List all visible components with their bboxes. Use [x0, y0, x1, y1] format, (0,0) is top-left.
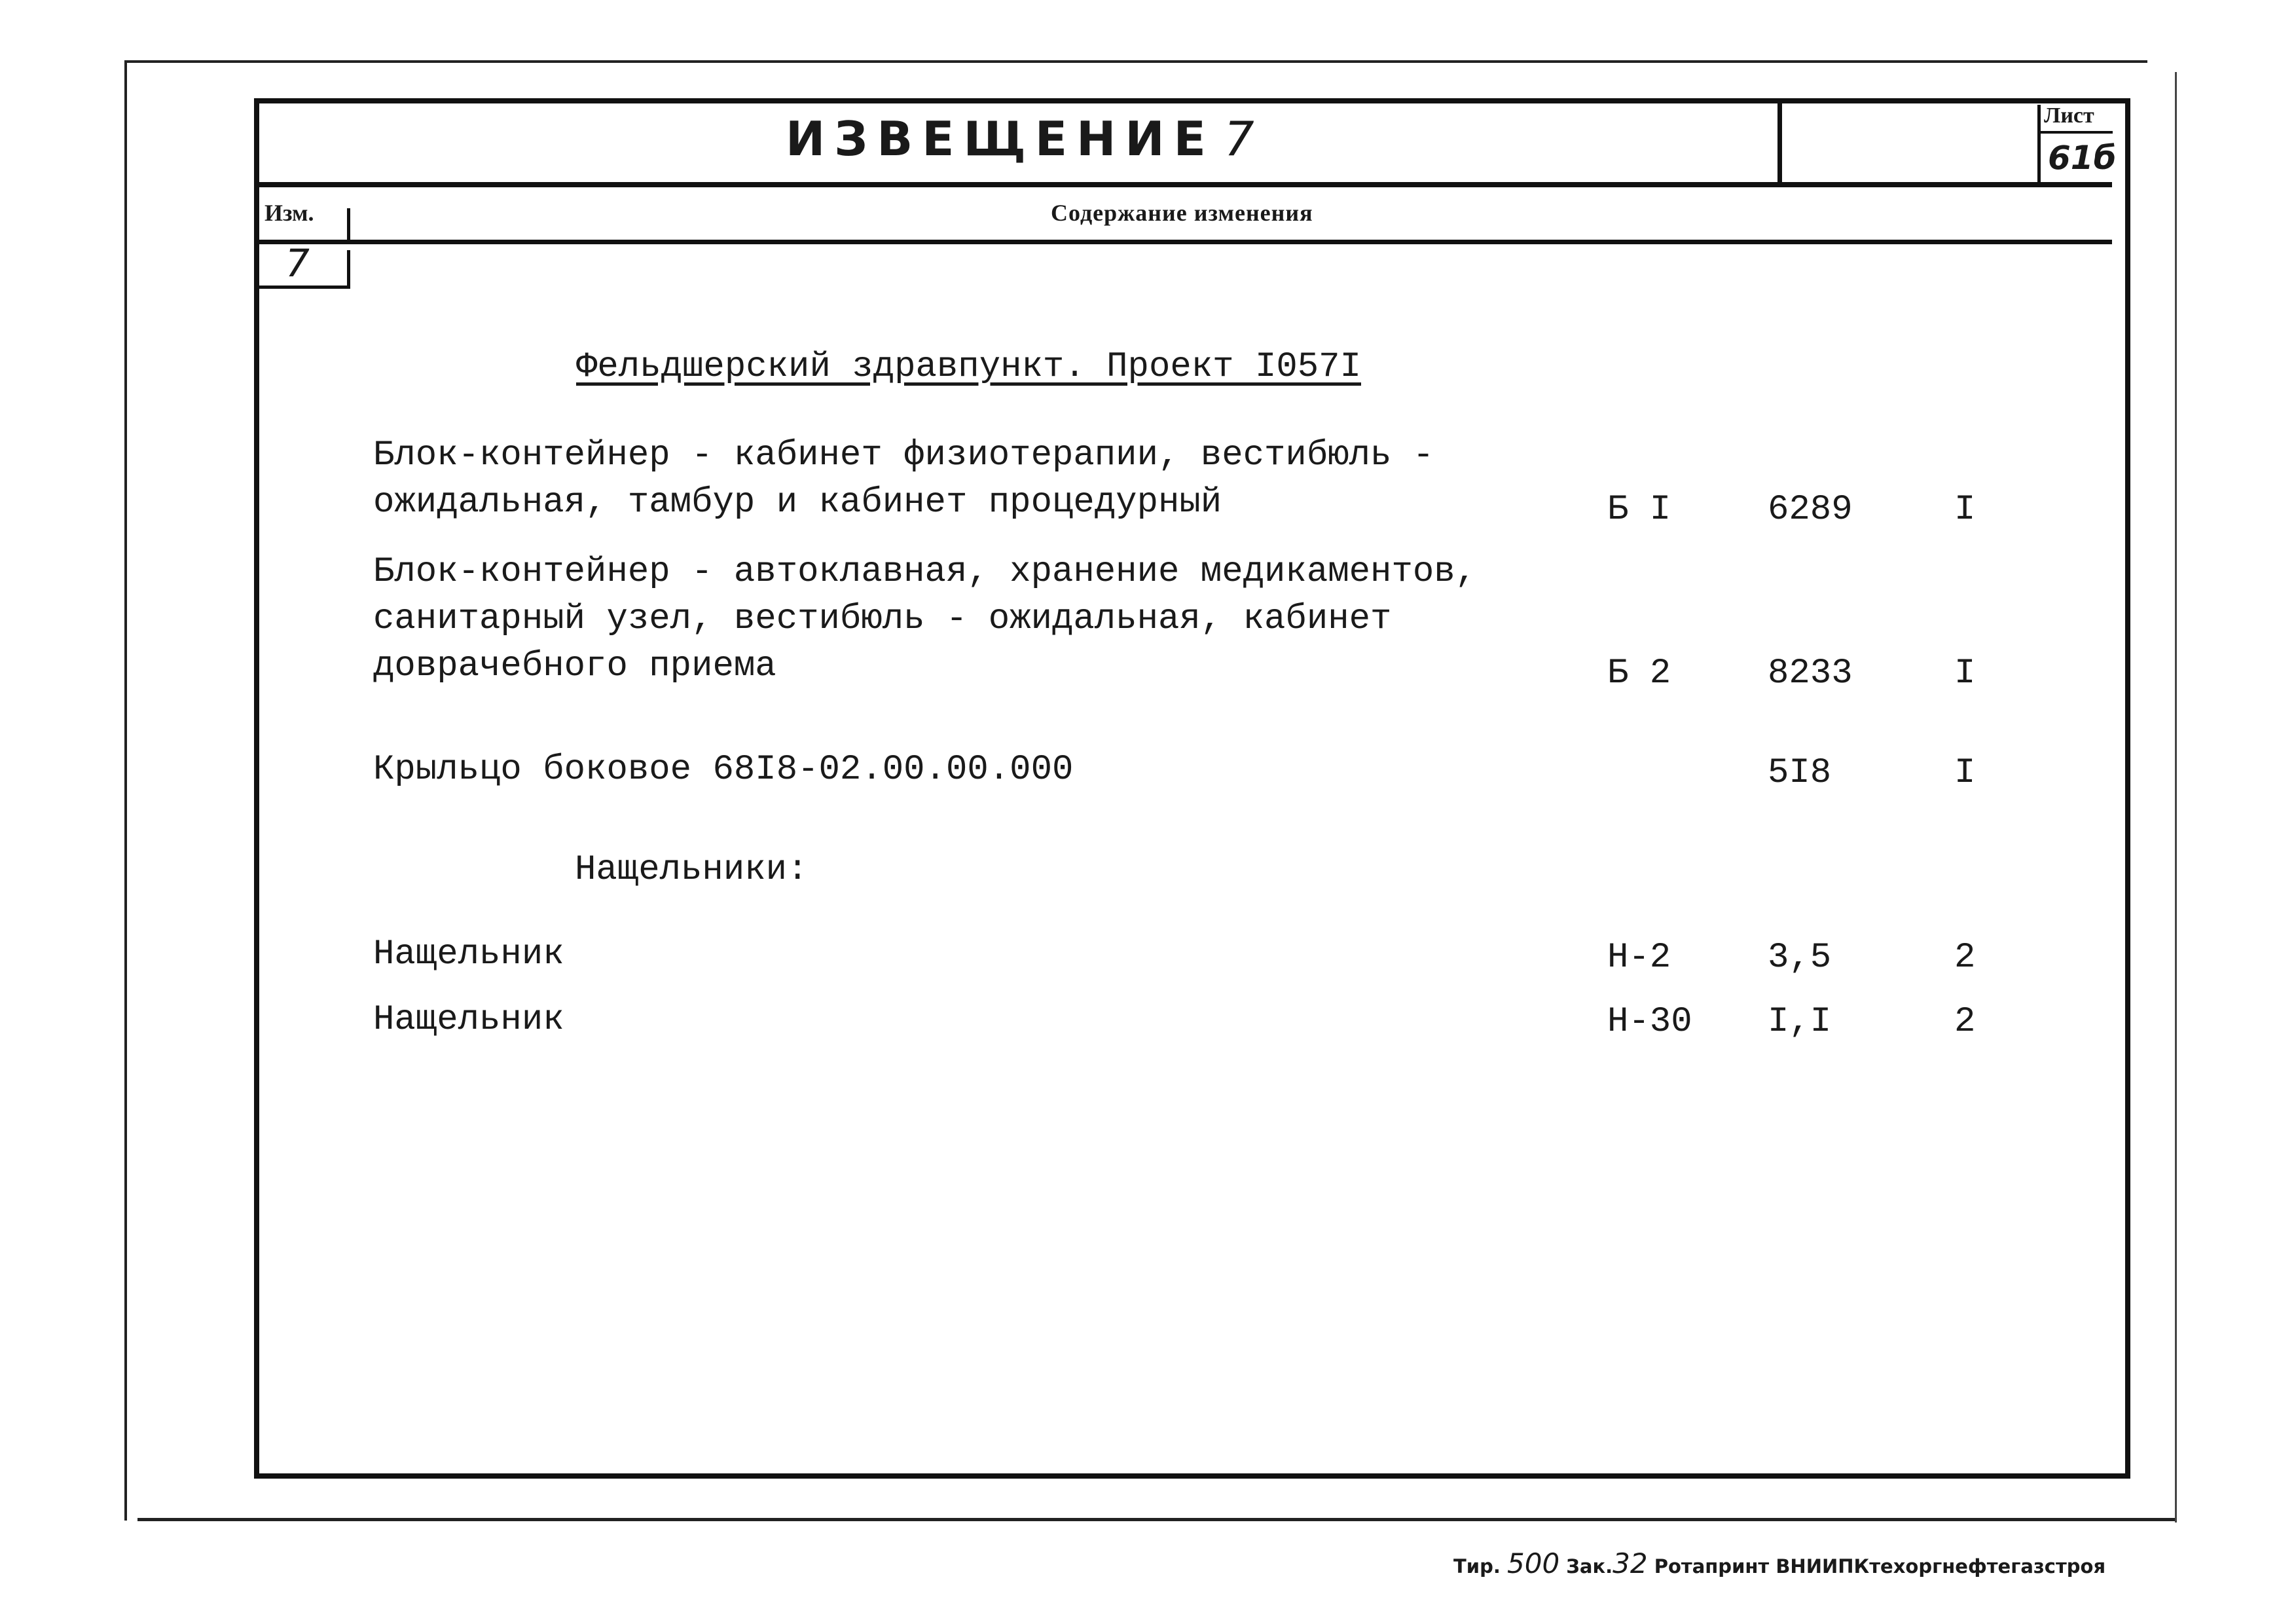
row-weight: 8233 — [1768, 654, 1853, 693]
tir-label: Тир. — [1453, 1555, 1501, 1578]
row-description — [373, 747, 1073, 794]
item-qty: 2 — [1954, 1002, 1976, 1042]
item-qty: 2 — [1954, 938, 1976, 978]
row-weight: 6289 — [1768, 490, 1853, 530]
column-header-divider — [254, 240, 2112, 244]
izm-column-divider — [347, 208, 350, 244]
item-weight: I,I — [1768, 1002, 1832, 1042]
sheet-box-divider — [2037, 105, 2041, 187]
printer-name: Ротапринт ВНИИПКтехоргнефтегазстроя — [1654, 1555, 2106, 1578]
row-weight: 5I8 — [1768, 753, 1832, 793]
zak-value: 32 — [1613, 1547, 1648, 1579]
row-line: Крыльцо боковое 68I8-02.00.00.000 — [373, 750, 1074, 790]
sheet-number: 61б — [2048, 139, 2117, 177]
izm-number: 7 — [285, 241, 310, 286]
sheet-border-bottom — [137, 1518, 2177, 1521]
page-title — [786, 111, 1702, 166]
row-qty: I — [1954, 654, 1976, 693]
row-description — [373, 432, 1434, 526]
header-vertical-divider — [1777, 98, 1782, 183]
content-column-label: Содержание изменения — [1051, 200, 1313, 226]
print-footer — [1453, 1547, 2105, 1579]
sheet-border-right — [2175, 72, 2177, 1522]
row-line: доврачебного приема — [373, 646, 776, 686]
tir-value: 500 — [1507, 1547, 1560, 1579]
izm-box-bottom — [259, 286, 350, 289]
item-name: Нащельник — [373, 1000, 564, 1040]
header-divider — [254, 182, 2112, 187]
izm-box-right — [347, 250, 350, 288]
item-weight: 3,5 — [1768, 938, 1832, 978]
row-line: ожидальная, тамбур и кабинет процедурный — [373, 483, 1222, 523]
item-code: Н-30 — [1607, 1002, 1692, 1042]
row-line: Блок-контейнер - кабинет физиотерапии, вестибюль - — [373, 435, 1434, 475]
row-code: Б 2 — [1607, 654, 1671, 693]
row-qty: I — [1954, 490, 1976, 530]
sheet-border-top — [124, 60, 2147, 63]
notice-number: 7 — [1224, 111, 1254, 166]
title-text: ИЗВЕЩЕНИЕ — [786, 111, 1215, 166]
izm-column-label: Изм. — [264, 200, 314, 226]
zak-label: Зак. — [1566, 1555, 1613, 1578]
sheet-border-left — [124, 60, 127, 1521]
section-title: Фельдшерский здравпункт. Проект I057I — [576, 347, 1361, 387]
item-code: Н-2 — [1607, 938, 1671, 978]
row-line: санитарный узел, вестибюль - ожидальная, кабинет — [373, 599, 1392, 639]
row-qty: I — [1954, 753, 1976, 793]
subheading: Нащельники: — [575, 850, 809, 890]
item-name: Нащельник — [373, 934, 564, 974]
row-line: Блок-контейнер - автоклавная, хранение медикаментов, — [373, 552, 1477, 592]
row-description — [373, 549, 1476, 690]
sheet-box-line — [2041, 131, 2113, 134]
row-code: Б I — [1607, 490, 1671, 530]
sheet-label: Лист — [2044, 103, 2094, 128]
